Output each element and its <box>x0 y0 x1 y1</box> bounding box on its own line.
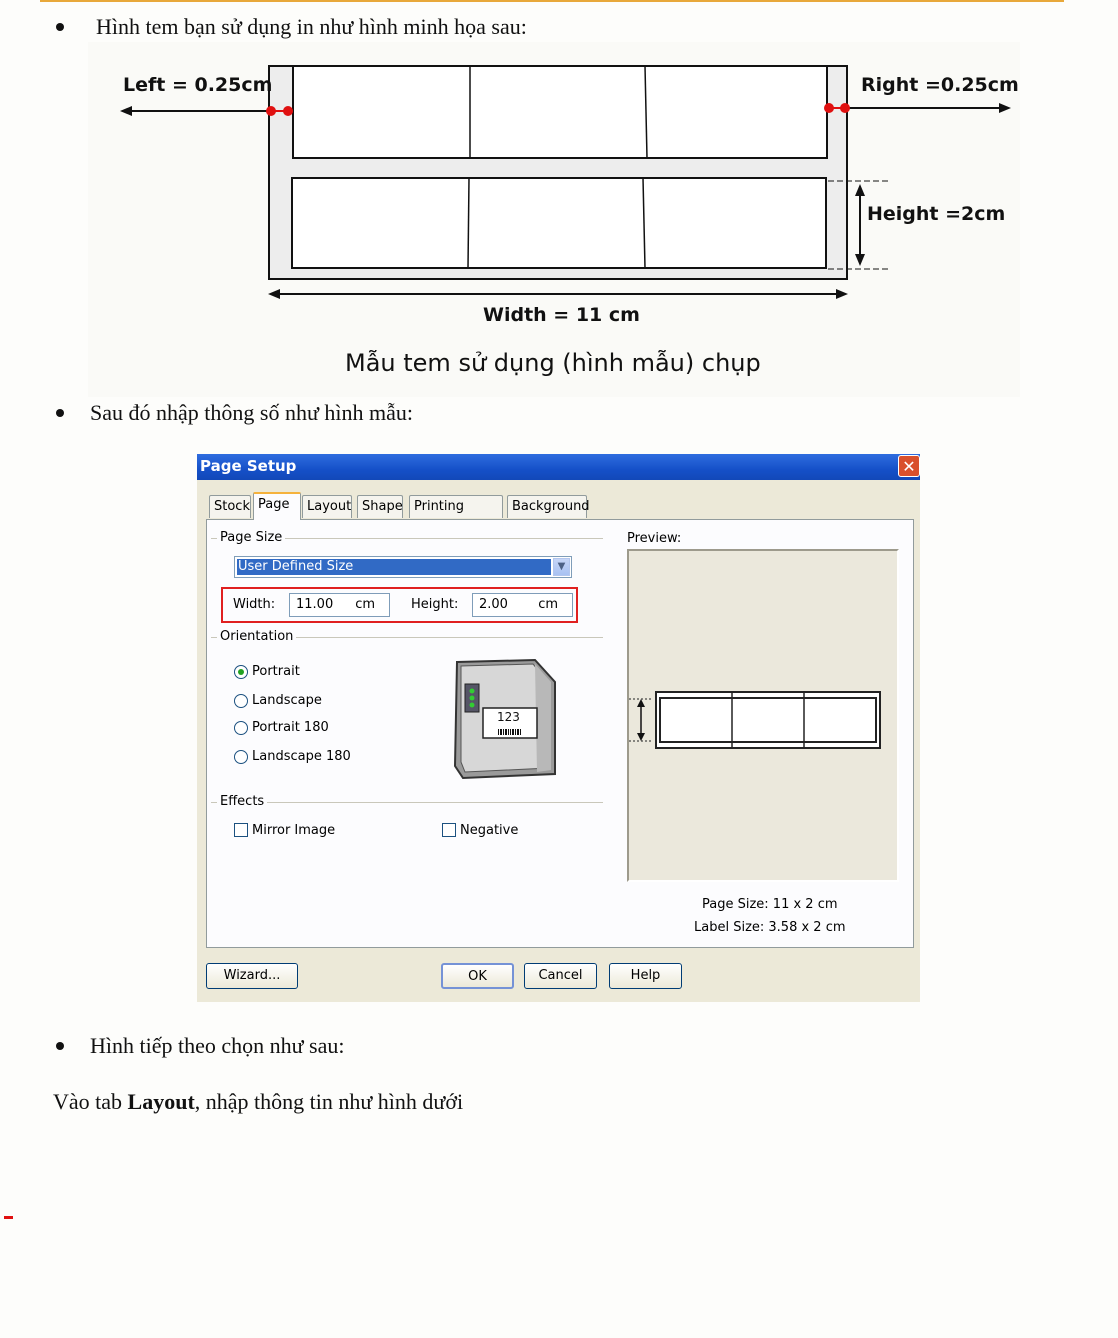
label-size-info: Label Size: 3.58 x 2 cm <box>694 920 846 935</box>
dialog-title: Page Setup <box>200 457 297 475</box>
mirror-image-checkbox[interactable] <box>234 823 248 837</box>
height-label: Height =2cm <box>867 203 1006 225</box>
radio-portrait-180[interactable] <box>234 721 248 735</box>
bullet-text-1: Hình tem bạn sử dụng in như hình minh họa sau: <box>96 14 527 39</box>
mirror-image-label: Mirror Image <box>252 823 336 838</box>
layout-prefix: Vào tab <box>53 1089 128 1114</box>
diagram-caption: Mẫu tem sử dụng (hình mẫu) chụp <box>345 349 761 377</box>
tab-layout[interactable]: Layout <box>302 495 352 518</box>
orientation-group-label: Orientation <box>217 629 296 644</box>
label-row-bottom <box>292 178 826 268</box>
preview-label: Preview: <box>627 531 682 546</box>
left-margin-label: Left = 0.25cm <box>123 74 273 96</box>
height-unit: cm <box>538 597 558 612</box>
portrait-label: Portrait <box>252 664 300 679</box>
width-value: 11.00 <box>296 597 334 612</box>
help-button[interactable]: Help <box>609 963 682 989</box>
bullet-dot <box>56 1042 64 1050</box>
cancel-button[interactable]: Cancel <box>524 963 597 989</box>
height-value: 2.00 <box>479 597 508 612</box>
bullet-text-2: Sau đó nhập thông số như hình mẫu: <box>90 400 413 425</box>
page-size-selected: User Defined Size <box>237 559 551 575</box>
tab-background[interactable]: Background <box>507 495 587 518</box>
page-setup-dialog <box>197 454 920 1002</box>
radio-landscape-180[interactable] <box>234 750 248 764</box>
negative-label: Negative <box>460 823 519 838</box>
tab-printing-order[interactable]: Printing <box>409 495 503 518</box>
landscape-label: Landscape <box>252 693 322 708</box>
page-size-info: Page Size: 11 x 2 cm <box>702 897 838 912</box>
title-bar <box>197 454 920 480</box>
chevron-down-icon[interactable]: ▼ <box>553 558 570 576</box>
wizard-button[interactable]: Wizard... <box>206 963 298 989</box>
printer-icon <box>451 656 557 782</box>
width-field[interactable] <box>289 593 390 617</box>
label-row-top <box>293 66 827 158</box>
portrait-180-label: Portrait 180 <box>252 720 329 735</box>
preview-pane <box>627 549 899 882</box>
tab-shape[interactable]: Shape <box>357 495 403 518</box>
layout-suffix: , nhập thông tin như hình dưới <box>194 1089 464 1114</box>
landscape-180-label: Landscape 180 <box>252 749 351 764</box>
effects-group-label: Effects <box>217 794 267 809</box>
bullet-dot <box>56 23 64 31</box>
page-size-select[interactable] <box>234 556 572 578</box>
right-margin-label: Right =0.25cm <box>861 74 1019 96</box>
radio-portrait[interactable] <box>234 665 248 679</box>
bullet-text-3: Hình tiếp theo chọn như sau: <box>90 1033 345 1058</box>
page-size-group-label: Page Size <box>217 530 285 545</box>
header-rule <box>40 0 1064 2</box>
printer-label-text: 123 <box>497 710 520 724</box>
tab-page[interactable]: Page <box>253 492 301 520</box>
tab-stock[interactable]: Stock <box>209 495 251 518</box>
layout-bold: Layout <box>127 1089 195 1114</box>
label-diagram <box>88 42 1020 397</box>
bullet-dot <box>56 409 64 417</box>
height-label: Height: <box>411 597 459 612</box>
divider <box>211 802 603 803</box>
close-button[interactable]: ✕ <box>898 455 920 477</box>
ok-button[interactable]: OK <box>441 963 514 989</box>
height-field[interactable] <box>472 593 573 617</box>
width-unit: cm <box>355 597 375 612</box>
width-label: Width: <box>233 597 276 612</box>
width-label: Width = 11 cm <box>483 304 640 326</box>
negative-checkbox[interactable] <box>442 823 456 837</box>
margin-mark <box>4 1216 13 1219</box>
layout-instruction <box>53 1089 463 1115</box>
radio-landscape[interactable] <box>234 694 248 708</box>
